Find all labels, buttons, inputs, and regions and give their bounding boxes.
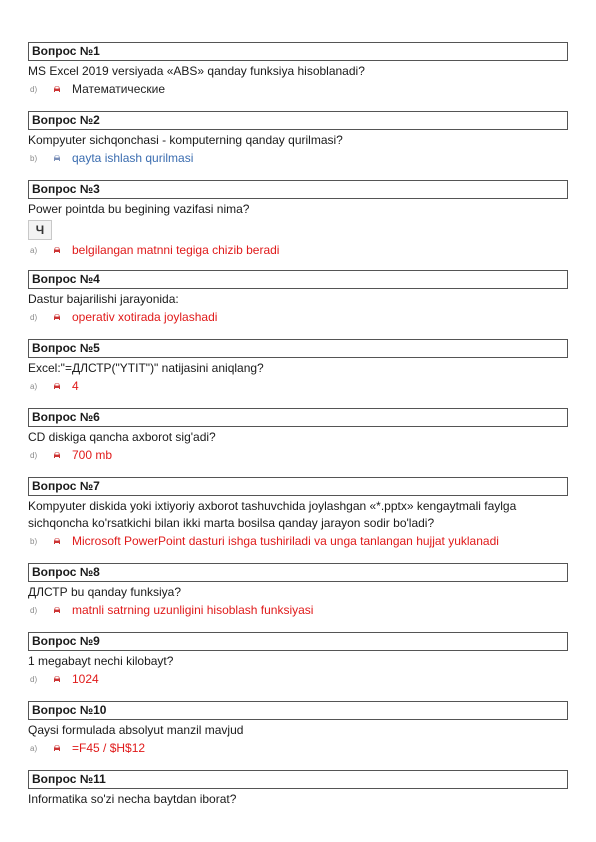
answer-row [28, 81, 568, 97]
question-2 [28, 111, 568, 166]
answer-row [28, 378, 568, 394]
answer-text: belgilangan matnni tegiga chizib beradi [72, 243, 280, 257]
car-icon [52, 312, 62, 322]
answer-letter: d) [30, 312, 38, 322]
question-1 [28, 42, 568, 97]
answer-text: 700 mb [72, 448, 113, 462]
car-icon [52, 674, 62, 684]
question-8 [28, 563, 568, 618]
question-5 [28, 339, 568, 394]
answer-text: =F45 / $H$12 [72, 741, 146, 755]
answer-text: qayta ishlash qurilmasi [72, 151, 194, 165]
answer-row [28, 150, 568, 166]
question-title: Вопрос №9 [28, 632, 568, 651]
answer-row [28, 242, 568, 258]
question-text: MS Excel 2019 versiyada «ABS» qanday funksiya hisoblanadi? [28, 64, 365, 78]
question-text: Informatika so'zi necha baytdan iborat? [28, 792, 237, 806]
answer-row [28, 447, 568, 463]
question-text: ДЛСТР bu qanday funksiya? [28, 585, 182, 599]
answer-letter: d) [30, 674, 38, 684]
answer-text: Математические [72, 82, 165, 96]
question-title: Вопрос №2 [28, 111, 568, 130]
question-title: Вопрос №1 [28, 42, 568, 61]
answer-letter: a) [30, 381, 38, 391]
answer-letter: d) [30, 605, 38, 615]
question-text: Kompyuter sichqonchasi - komputerning qanday qurilmasi? [28, 133, 343, 147]
underline-button-image: Ч [28, 220, 52, 240]
question-title: Вопрос №4 [28, 270, 568, 289]
question-7 [28, 477, 568, 549]
question-title: Вопрос №11 [28, 770, 568, 789]
answer-row [28, 533, 568, 549]
answer-row [28, 602, 568, 618]
answer-letter: d) [30, 84, 38, 94]
question-4 [28, 270, 568, 325]
answer-text: 1024 [72, 672, 99, 686]
answer-letter: b) [30, 153, 38, 163]
answer-row [28, 671, 568, 687]
answer-letter: b) [30, 536, 38, 546]
car-icon [52, 605, 62, 615]
question-title: Вопрос №5 [28, 339, 568, 358]
question-text: Power pointda bu begining vazifasi nima? [28, 202, 250, 216]
question-text: Excel:"=ДЛСТР("YTIT")" natijasini aniqlang? [28, 361, 264, 375]
answer-text: Microsoft PowerPoint dasturi ishga tushiriladi va unga tanlangan hujjat yuklanadi [72, 534, 499, 548]
answer-row [28, 740, 568, 756]
question-text: Dastur bajarilishi jarayonida: [28, 292, 179, 306]
question-text: Qaysi formulada absolyut manzil mavjud [28, 723, 244, 737]
question-11 [28, 770, 568, 807]
answer-text: matnli satrning uzunligini hisoblash funksiyasi [72, 603, 314, 617]
answer-letter: a) [30, 245, 38, 255]
answer-text: 4 [72, 379, 79, 393]
car-icon [52, 84, 62, 94]
answer-letter: a) [30, 743, 38, 753]
question-title: Вопрос №6 [28, 408, 568, 427]
car-icon [52, 153, 62, 163]
answer-text: operativ xotirada joylashadi [72, 310, 218, 324]
car-icon [52, 536, 62, 546]
car-icon [52, 450, 62, 460]
question-text: CD diskiga qancha axborot sig'adi? [28, 430, 216, 444]
answer-letter: d) [30, 450, 38, 460]
question-9 [28, 632, 568, 687]
question-text: 1 megabayt nechi kilobayt? [28, 654, 174, 668]
question-text-line-1: Kompyuter diskida yoki ixtiyoriy axborot tashuvchida joylashgan «*.pptx» kengaytmali faylga [28, 499, 517, 513]
answer-row [28, 309, 568, 325]
question-text-line-2: sichqoncha ko'rsatkichi bilan ikki marta bosilsa qanday jarayon sodir bo'ladi? [28, 516, 435, 530]
question-title: Вопрос №7 [28, 477, 568, 496]
car-icon [52, 743, 62, 753]
question-title: Вопрос №8 [28, 563, 568, 582]
car-icon [52, 381, 62, 391]
question-10 [28, 701, 568, 756]
question-title: Вопрос №3 [28, 180, 568, 199]
question-3 [28, 180, 568, 258]
car-icon [52, 245, 62, 255]
question-title: Вопрос №10 [28, 701, 568, 720]
question-6 [28, 408, 568, 463]
